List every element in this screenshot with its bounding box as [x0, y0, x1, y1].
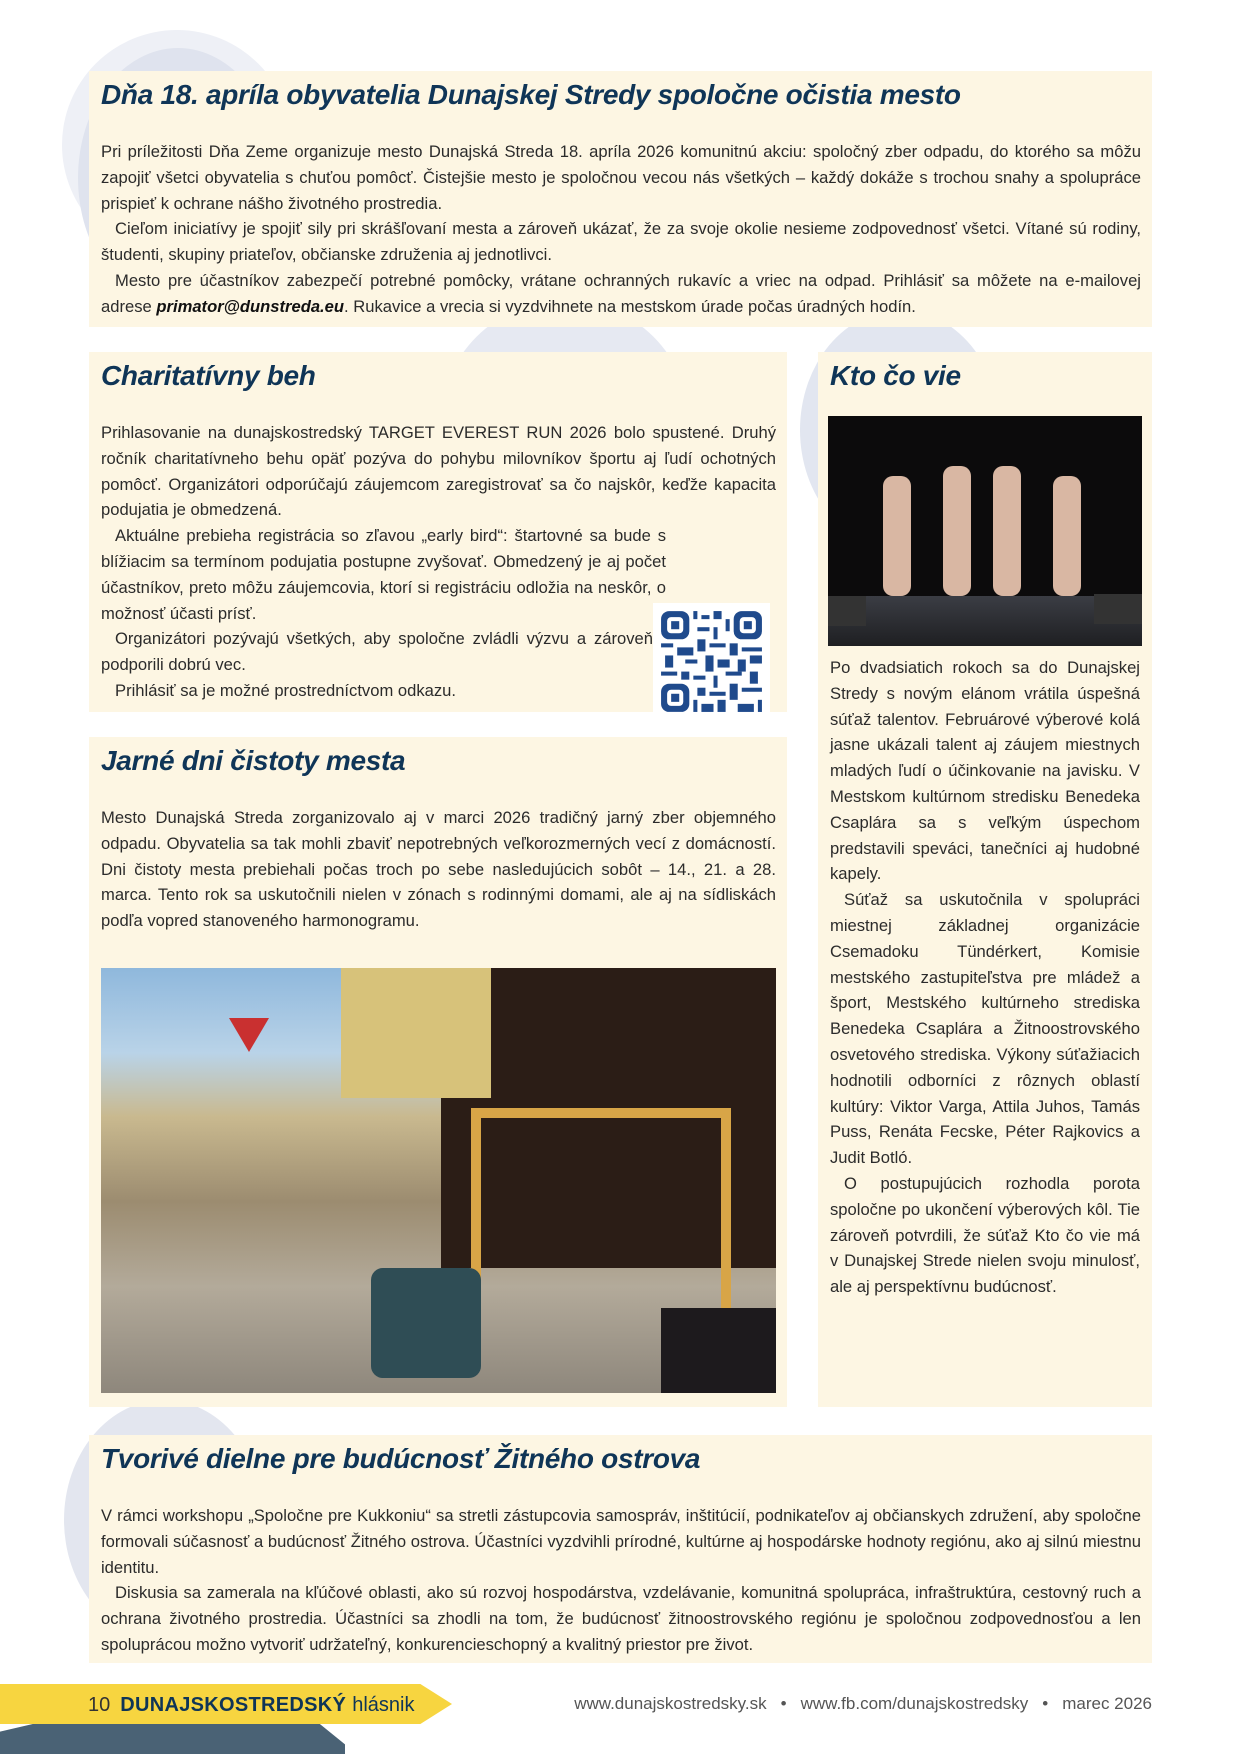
article-title: Jarné dni čistoty mesta: [101, 745, 406, 776]
paragraph: Aktuálne prebieha registrácia so zľavou „early bird“: štartovné sa bude s blížiacim sa termínom podujatia postupne zvyšovať. Obmedzený je aj počet účastníkov, preto môžu záujemcovia, ktorí si registráciu odložia na neskôr, o možnosť účasti prísť.: [101, 526, 666, 623]
article-body: [101, 139, 1141, 320]
article-earth-day: [89, 71, 1152, 327]
dancer: [943, 466, 971, 596]
speaker: [828, 596, 866, 626]
paragraph: Prihlásiť sa je možné prostredníctvom odkazu.: [115, 680, 457, 700]
article-body: [101, 1503, 1141, 1658]
issue-date: marec 2026: [1062, 1694, 1152, 1713]
paragraph: Diskusia sa zamerala na kľúčové oblasti, ako sú rozvoj hospodárstva, vzdelávanie, komunitná spolupráca, infraštruktúra, cestovný ruch a ochrana životného prostredia. Účastníci sa zhodli na tom, že budúcnosť žitnoostrovského regiónu je spoločnou zodpovednosťou a len spoluprácou možno vytvoriť udržateľný, konkurencieschopný a kvalitný priestor pre život.: [101, 1583, 1141, 1654]
chair: [471, 1108, 731, 1308]
footer-slate-band: [0, 1722, 345, 1754]
bag: [371, 1268, 481, 1378]
paragraph: Pri príležitosti Dňa Zeme organizuje mesto Dunajská Streda 18. apríla 2026 komunitnú akciu: spoločný zber odpadu, do ktorého sa môžu zapojiť všetci obyvatelia s chuťou pomôcť. Čistejšie mesto je spoločnou vecou nás všetkých – každý dokáže s trochou snahy a spolupráce prispieť k ochrane nášho životného prostredia.: [101, 142, 1141, 213]
speaker: [1094, 594, 1142, 624]
separator: •: [780, 1694, 787, 1713]
article-workshop: [89, 1435, 1152, 1663]
footer-links: [574, 1694, 1152, 1714]
board: [661, 1308, 776, 1393]
paragraph: Cieľom iniciatívy je spojiť sily pri skrášľovaní mesta a zároveň ukázať, že za svoje okolie nesieme zodpovednosť všetci. Vítané sú rodiny, študenti, skupiny priateľov, občianske združenia aj jednotlivci.: [101, 219, 1141, 265]
publication-logo: DUNAJSKOSTREDSKÝ: [120, 1693, 347, 1716]
separator: •: [1042, 1694, 1049, 1713]
publication-subtitle: hlásnik: [352, 1693, 415, 1716]
article-title: Kto čo vie: [830, 360, 961, 391]
dancers-stage-photo: [828, 416, 1142, 646]
qr-code-icon[interactable]: [653, 603, 770, 720]
paragraph: Mesto Dunajská Streda zorganizovalo aj v marci 2026 tradičný jarný zber objemného odpadu. Obyvatelia sa tak mohli zbaviť nepotrebných veľkorozmerných vecí z domácností. Dni čistoty mesta prebiehali počas troch po sebe nasledujúcich sobôt – 14., 21. a 28. marca. Tento rok sa uskutočnili nielen v zónach s rodinnými domami, ale aj na sídliskách podľa vopred stanoveného harmonogramu.: [101, 808, 776, 931]
website-link[interactable]: www.dunajskostredsky.sk: [574, 1694, 767, 1713]
footer-brand: [88, 1690, 414, 1720]
paragraph: Súťaž sa uskutočnila v spolupráci miestnej základnej organizácie Csemadoku Tündérkert, Komisie mestského zastupiteľstva pre mládež a šport, Mestského kultúrneho strediska Benedeka Csaplára a Žitnoostrovského osvetového strediska. Výkony súťažiacich hodnotili odborníci z rôznych oblastí kultúry: Viktor Varga, Attila Juhos, Tamás Puss, Renáta Fecske, Péter Rajkovics a Judit Botló.: [830, 890, 1140, 1168]
text: . Rukavice a vrecia si vyzdvihnete na mestskom úrade počas úradných hodín.: [344, 296, 916, 316]
text: Mesto pre účastníkov zabezpečí potrebné pomôcky, vrátane ochranných rukavíc a vriec na odpad. Prihlásiť sa môžete na e-mailovej adrese: [101, 270, 1141, 316]
dancer: [883, 476, 911, 596]
house: [341, 968, 491, 1098]
paragraph: Organizátori pozývajú všetkých, aby spoločne zvládli výzvu a zároveň podporili dobrú vec.: [101, 629, 653, 675]
paragraph: Po dvadsiatich rokoch sa do Dunajskej Stredy s novým elánom vrátila úspešná súťaž talentov. Februárové výberové kolá jasne ukázali talent aj záujem miestnych mladých ľudí o účinkovanie na javisku. V Mestskom kultúrnom stredisku Benedeka Csaplára sa s veľkým úspechom predstavili speváci, tanečníci aj hudobné kapely.: [830, 658, 1140, 884]
dancer: [1053, 476, 1081, 596]
yield-sign: [229, 1018, 269, 1052]
article-body: [101, 805, 776, 934]
facebook-link[interactable]: www.fb.com/dunajskostredsky: [800, 1694, 1029, 1713]
article-body: [830, 655, 1140, 1300]
street-cleanup-photo: [101, 968, 776, 1393]
paragraph: [101, 268, 1141, 320]
email-link[interactable]: primator@dunstreda.eu: [156, 296, 345, 316]
qr-code-graphic: [653, 603, 770, 720]
paragraph: O postupujúcich rozhodla porota spoločne po ukončení výberových kôl. Tie zároveň potvrdili, že súťaž Kto čo vie má v Dunajskej Strede nielen svoju minulosť, ale aj perspektívnu budúcnosť.: [830, 1173, 1140, 1297]
dancer: [993, 466, 1021, 596]
article-title: Charitatívny beh: [101, 360, 316, 391]
article-title: Dňa 18. apríla obyvatelia Dunajskej Stredy spoločne očistia mesto: [101, 79, 961, 110]
paragraph: V rámci workshopu „Spoločne pre Kukkoniu“ sa stretli zástupcovia samospráv, inštitúcií, podnikateľov aj občianskych združení, aby spoločne formovali súčasnosť a budúcnosť Žitného ostrova. Účastníci vyzdvihli prírodné, kultúrne aj hospodárske hodnoty regiónu, ako aj silnú miestnu identitu.: [101, 1506, 1141, 1577]
article-title: Tvorivé dielne pre budúcnosť Žitného ostrova: [101, 1443, 701, 1474]
paragraph: Prihlasovanie na dunajskostredský TARGET EVEREST RUN 2026 bolo spustené. Druhý ročník charitatívneho behu opäť pozýva do pohybu milovníkov športu aj ľudí ochotných pomôcť. Organizátori odporúčajú záujemcom zaregistrovať sa čo najskôr, keďže kapacita podujatia je obmedzená.: [101, 423, 776, 520]
page-number: 10: [88, 1693, 111, 1716]
